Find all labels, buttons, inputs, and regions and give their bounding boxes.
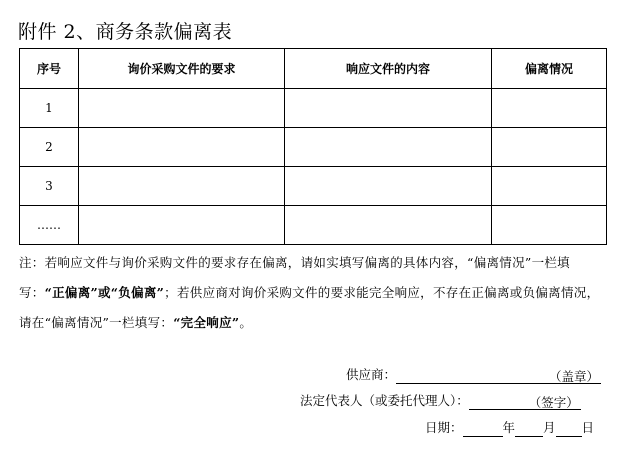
deviation-cell[interactable] — [492, 89, 607, 128]
note-text-3: 。 — [239, 315, 253, 330]
requirement-cell[interactable] — [79, 206, 285, 245]
col-header-deviation: 偏离情况 — [492, 49, 607, 89]
row-index: …… — [20, 206, 79, 245]
note-text-1: 注：若响应文件与询价采购文件的要求存在偏离，请如实填写偏离的具体内容，“偏离情况”一栏填写： — [19, 255, 570, 300]
supplier-label: 供应商： — [346, 367, 397, 382]
month-blank[interactable] — [515, 422, 543, 437]
date-line — [425, 419, 594, 437]
deviation-cell[interactable] — [492, 167, 607, 206]
note-paragraph — [19, 248, 609, 338]
representative-sign-note: （签字） — [528, 395, 579, 410]
supplier-line — [346, 366, 601, 384]
col-header-response: 响应文件的内容 — [285, 49, 492, 89]
table-row — [20, 167, 607, 206]
response-cell[interactable] — [285, 128, 492, 167]
requirement-cell[interactable] — [79, 167, 285, 206]
row-index: 1 — [20, 89, 79, 128]
note-bold-deviation: “正偏离”或“负偏离” — [44, 285, 165, 300]
page-title: 附件 2、商务条款偏离表 — [18, 21, 233, 43]
requirement-cell[interactable] — [79, 128, 285, 167]
response-cell[interactable] — [285, 167, 492, 206]
response-cell[interactable] — [285, 206, 492, 245]
representative-line — [300, 392, 581, 410]
table-row — [20, 128, 607, 167]
deviation-cell[interactable] — [492, 206, 607, 245]
row-index: 3 — [20, 167, 79, 206]
supplier-blank[interactable] — [396, 369, 601, 384]
requirement-cell[interactable] — [79, 89, 285, 128]
month-label: 月 — [543, 420, 556, 435]
note-text-2: ；若供应商对询价采购文件的要求能完全响应，不存在正偏离或负偏离情况，请在“偏离情况”一栏填写： — [19, 285, 600, 330]
deviation-table — [19, 48, 607, 245]
table-header-row — [20, 49, 607, 89]
col-header-requirement: 询价采购文件的要求 — [79, 49, 285, 89]
supplier-seal-note: （盖章） — [549, 369, 600, 384]
representative-blank[interactable] — [469, 395, 581, 410]
year-blank[interactable] — [463, 422, 503, 437]
note-bold-full: “完全响应” — [173, 315, 240, 330]
row-index: 2 — [20, 128, 79, 167]
response-cell[interactable] — [285, 89, 492, 128]
table-row — [20, 89, 607, 128]
deviation-cell[interactable] — [492, 128, 607, 167]
day-blank[interactable] — [556, 422, 582, 437]
col-header-index: 序号 — [20, 49, 79, 89]
day-label: 日 — [581, 420, 595, 435]
table-row — [20, 206, 607, 245]
date-label: 日期： — [425, 420, 463, 435]
year-label: 年 — [502, 420, 516, 435]
representative-label: 法定代表人（或委托代理人）： — [300, 393, 469, 408]
